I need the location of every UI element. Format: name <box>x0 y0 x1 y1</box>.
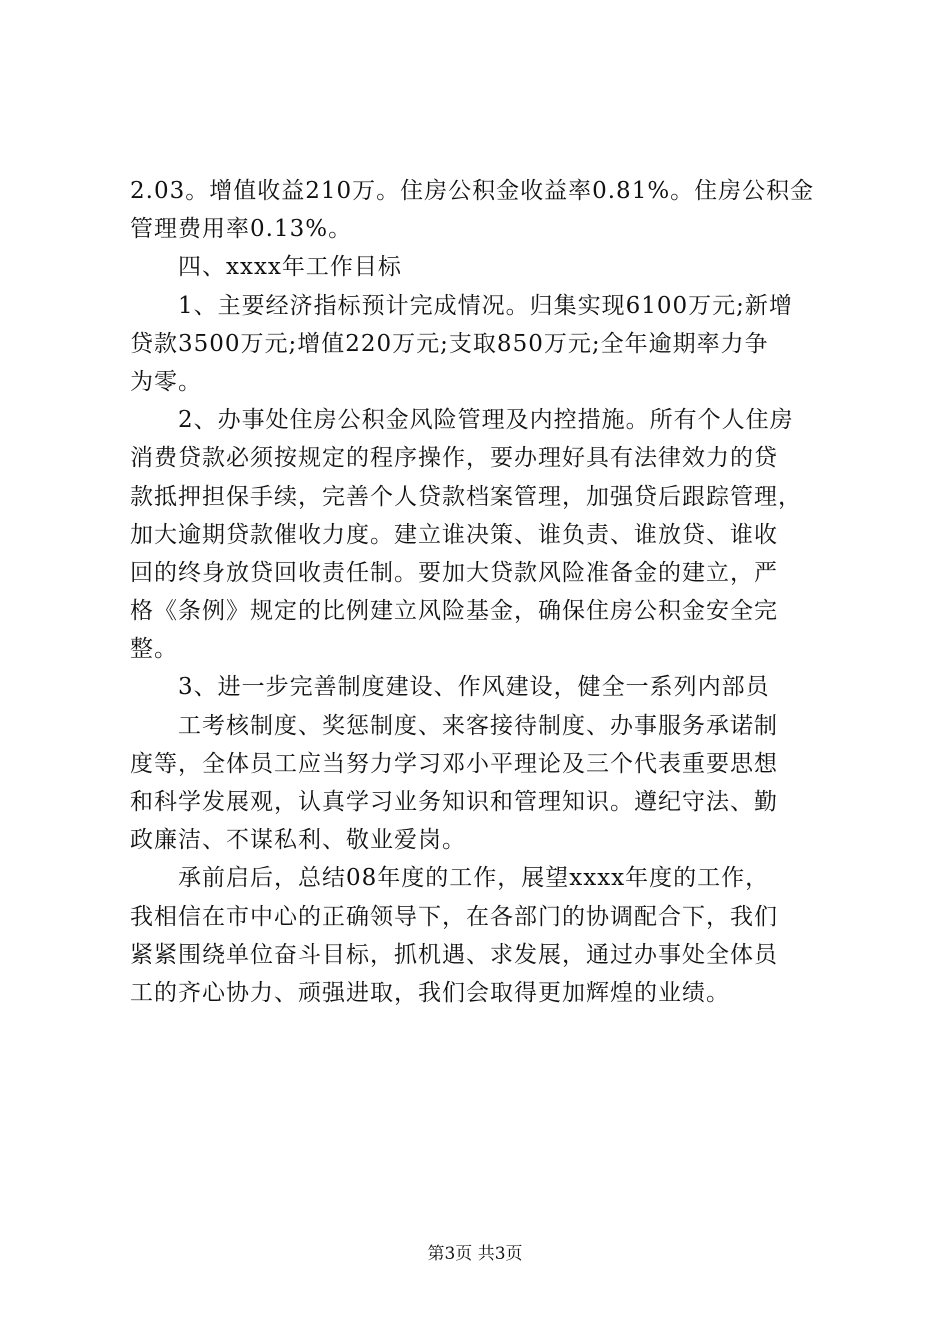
text-line: 3、进一步完善制度建设、作风建设，健全一系列内部员 <box>130 674 770 701</box>
text-line: 政廉洁、不谋私利、敬业爱岗。 <box>130 827 466 854</box>
text-line: 整。 <box>130 636 178 663</box>
page-footer <box>0 1240 950 1268</box>
text-line: 管理费用率0.13%。 <box>130 216 353 243</box>
text-line: 贷款3500万元;增值220万元;支取850万元;全年逾期率力争 <box>130 330 769 357</box>
text-line: 加大逾期贷款催收力度。建立谁决策、谁负责、谁放贷、谁收 <box>130 521 778 548</box>
page-number-label: 第3页 共3页 <box>427 1244 523 1264</box>
text-line: 2、办事处住房公积金风险管理及内控措施。所有个人住房 <box>130 407 794 434</box>
text-line: 紧紧围绕单位奋斗目标，抓机遇、求发展，通过办事处全体员 <box>130 941 778 968</box>
body-text <box>130 172 830 1012</box>
text-line: 我相信在市中心的正确领导下，在各部门的协调配合下，我们 <box>130 903 778 930</box>
text-line: 回的终身放贷回收责任制。要加大贷款风险准备金的建立，严 <box>130 559 778 586</box>
text-line: 2.03。增值收益210万。住房公积金收益率0.81%。住房公积金 <box>130 178 815 204</box>
text-line: 款抵押担保手续，完善个人贷款档案管理，加强贷后跟踪管理， <box>130 483 802 510</box>
section-heading: 四、xxxx年工作目标 <box>130 254 402 281</box>
text-line: 工考核制度、奖惩制度、来客接待制度、办事服务承诺制 <box>130 712 778 739</box>
text-line: 消费贷款必须按规定的程序操作，要办理好具有法律效力的贷 <box>130 445 778 472</box>
text-line: 1、主要经济指标预计完成情况。归集实现6100万元;新增 <box>130 292 793 319</box>
text-line: 和科学发展观，认真学习业务知识和管理知识。遵纪守法、勤 <box>130 789 778 815</box>
text-line: 为零。 <box>130 368 202 395</box>
text-line: 度等，全体员工应当努力学习邓小平理论及三个代表重要思想 <box>130 750 778 777</box>
text-line: 承前启后，总结08年度的工作，展望xxxx年度的工作， <box>130 865 770 892</box>
text-line: 工的齐心协力、顽强进取，我们会取得更加辉煌的业绩。 <box>130 979 730 1006</box>
text-line: 格《条例》规定的比例建立风险基金，确保住房公积金安全完 <box>130 598 778 625</box>
